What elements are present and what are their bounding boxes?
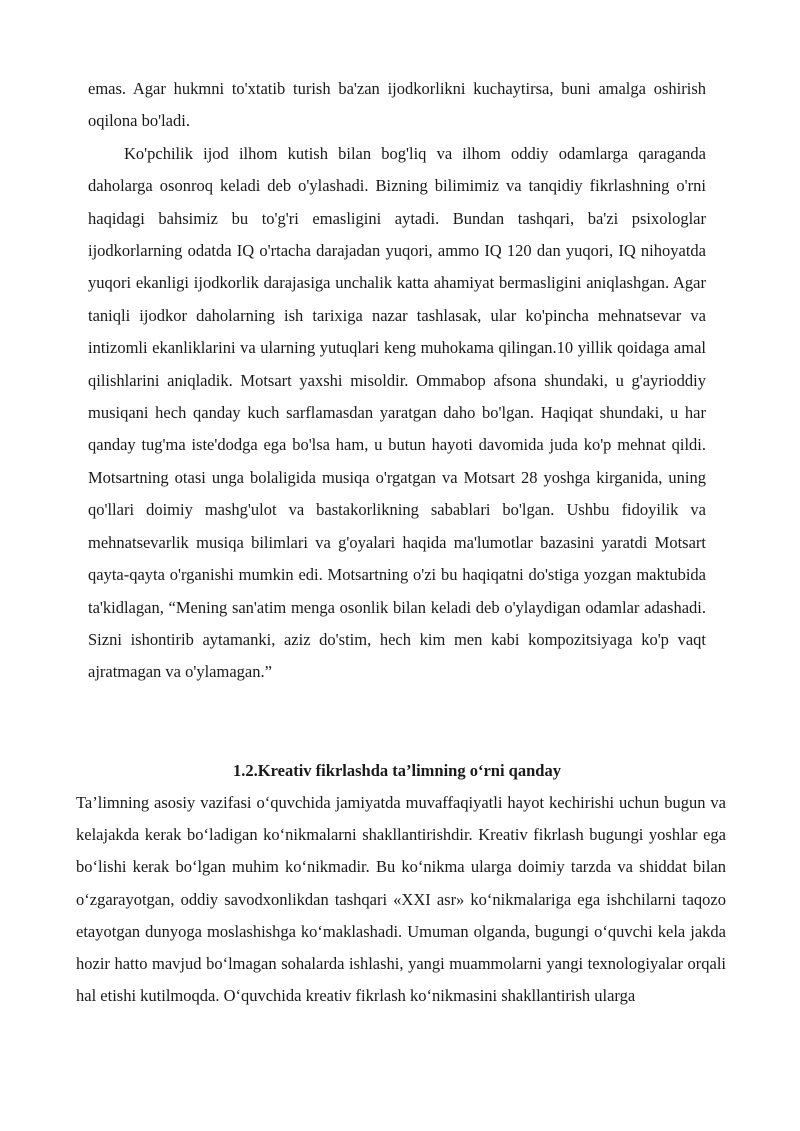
paragraph-education: Ta’limning asosiy vazifasi o‘quvchida jamiyatda muvaffaqiyatli hayot kechirishi uchun bugun va kelajakda kerak bo‘ladigan ko‘nikmalarni shakllantirishdir. Kreativ fikrlash bugungi yoshlar ega bo‘lishi kerak bo‘lgan muhim ko‘nikmadir. Bu ko‘nikma ularga doimiy tarzda va shiddat bilan o‘zgarayotgan, oddiy savodxonlikdan tashqari «XXI asr» ko‘nikmalariga ega ishchilarni taqozo etayotgan dunyoga moslashishga ko‘maklashadi. Umuman olganda, bugungi o‘quvchi kela jakda hozir hatto mavjud bo‘lmagan sohalarda ishlashi, yangi muammolarni yangi texnologiyalar orqali hal etishi kutilmoqda. O‘quvchida kreativ fikrlash ko‘nikmasini shakllantirish ularga	[76, 793, 726, 1006]
body-text-upper	[88, 73, 706, 689]
section-heading: 1.2.Kreativ fikrlashda ta’limning o‘rni qanday	[233, 761, 561, 780]
paragraph-continuation: emas. Agar hukmni to'xtatib turish ba'zan ijodkorlikni kuchaytirsa, buni amalga oshirish oqilona bo'ladi.	[88, 79, 706, 131]
paragraph-mozart: Ko'pchilik ijod ilhom kutish bilan bog'liq va ilhom oddiy odamlarga qaraganda daholarga osonroq keladi deb o'ylashadi. Bizning bilimimiz va tanqidiy fikrlashning o'rni haqidagi bahsimiz bu to'g'ri emasligini aytadi. Bundan tashqari, ba'zi psixologlar ijodkorlarning odatda IQ o'rtacha darajadan yuqori, ammo IQ 120 dan yuqori, IQ nihoyatda yuqori ekanligi ijodkorlik darajasiga unchalik katta ahamiyat bermasligini aniqlashgan. Agar taniqli ijodkor daholarning ish tarixiga nazar tashlasak, ular ko'pincha mehnatsevar va intizomli ekanliklarini va ularning yutuqlari keng muhokama qilingan.10 yillik qoidaga amal qilishlarini aniqladik. Motsart yaxshi misoldir. Ommabop afsona shundaki, u g'ayrioddiy musiqani hech qanday kuch sarflamasdan yaratgan daho bo'lgan. Haqiqat shundaki, u har qanday tug'ma iste'dodga ega bo'lsa ham, u butun hayoti davomida juda ko'p mehnat qildi. Motsartning otasi unga bolaligida musiqa o'rgatgan va Motsart 28 yoshga kirganida, uning qo'llari doimiy mashg'ulot va bastakorlikning sabablari bo'lgan. Ushbu fidoyilik va mehnatsevarlik musiqa bilimlari va g'oyalari haqida ma'lumotlar bazasini yaratdi Motsart qayta-qayta o'rganishi mumkin edi. Motsartning o'zi bu haqiqatni do'stiga yozgan maktubida ta'kidlagan, “Mening san'atim menga osonlik bilan keladi deb o'ylaydigan odamlar adashadi. Sizni ishontirib aytamanki, aziz do'stim, hech kim men kabi kompozitsiyaga ko'p vaqt ajratmagan va o'ylamagan.”	[88, 143, 706, 682]
